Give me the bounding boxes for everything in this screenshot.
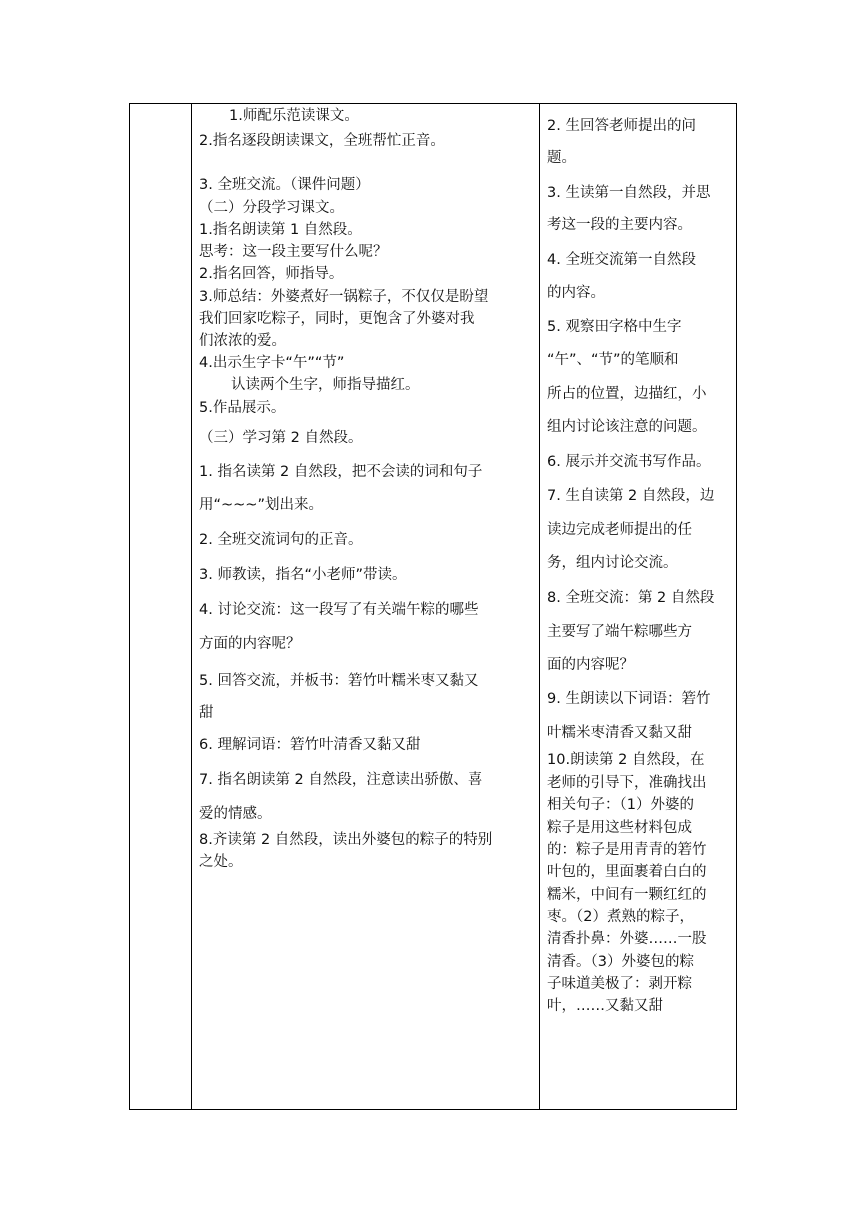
teacher-text-line: 7. 指名朗读第 2 自然段，注意读出骄傲、喜 (199, 772, 483, 788)
lesson-table (129, 103, 737, 1110)
student-text-line: 枣。（2）煮熟的粽子， (547, 909, 694, 925)
student-text-line: 的：粽子是用青青的箬竹 (547, 842, 707, 858)
student-text-line: 粽子是用这些材料包成 (547, 820, 692, 836)
student-text-line: 清香。（3）外婆包的粽 (547, 954, 694, 970)
teacher-text-line: 4. 讨论交流：这一段写了有关端午粽的哪些 (199, 602, 479, 618)
student-text-line: 相关句子：（1）外婆的 (547, 797, 694, 813)
column-divider-left (191, 104, 192, 1109)
student-text-line: 6. 展示并交流书写作品。 (547, 454, 711, 470)
student-text-line: 务，组内讨论交流。 (547, 555, 678, 571)
student-text-line: “午”、“节”的笔顺和 (547, 352, 679, 368)
student-text-line: 叶糯米枣清香又黏又甜 (547, 725, 692, 741)
student-text-line: 读边完成老师提出的任 (547, 522, 692, 538)
teacher-text-line: 5. 回答交流，并板书：箬竹叶糯米枣又黏又 (199, 673, 479, 689)
teacher-text-line: 认读两个生字，师指导描红。 (231, 377, 420, 393)
student-text-line: 8. 全班交流：第 2 自然段 (547, 590, 715, 606)
student-text-line: 清香扑鼻：外婆……一股 (547, 931, 707, 947)
student-text-line: 2. 生回答老师提出的问 (547, 118, 696, 134)
teacher-text-line: （二）分段学习课文。 (199, 200, 344, 216)
column-divider-right (539, 104, 540, 1109)
student-text-line: 5. 观察田字格中生字 (547, 319, 682, 335)
student-text-line: 题。 (547, 150, 576, 166)
student-text-line: 所占的位置，边描红，小 (547, 386, 707, 402)
teacher-text-line: 1.指名朗读第 1 自然段。 (199, 222, 362, 238)
student-text-line: 叶包的，里面裹着白白的 (547, 864, 707, 880)
teacher-text-line: 思考：这一段主要写什么呢？ (199, 244, 388, 260)
teacher-text-line: 2. 全班交流词句的正音。 (199, 532, 363, 548)
teacher-text-line: 3. 师教读，指名“小老师”带读。 (199, 567, 407, 583)
teacher-text-line: 4.出示生字卡“午”“节” (199, 355, 345, 371)
student-text-line: 7. 生自读第 2 自然段，边 (547, 488, 715, 504)
student-text-line: 9. 生朗读以下词语：箬竹 (547, 691, 711, 707)
teacher-text-line: 甜 (199, 705, 214, 721)
teacher-text-line: （三）学习第 2 自然段。 (199, 430, 363, 446)
teacher-text-line: 们浓浓的爱。 (199, 333, 286, 349)
teacher-text-line: 2.指名逐段朗读课文，全班帮忙正音。 (199, 133, 445, 149)
student-text-line: 3. 生读第一自然段，并思 (547, 185, 711, 201)
teacher-text-line: 2.指名回答，师指导。 (199, 266, 344, 282)
teacher-text-line: 3. 全班交流。（课件问题） (199, 177, 370, 193)
student-text-line: 10.朗读第 2 自然段，在 (547, 752, 705, 768)
student-text-line: 叶，……又黏又甜 (547, 998, 663, 1014)
teacher-text-line: 之处。 (199, 854, 243, 870)
teacher-text-line: 用“~~~”划出来。 (199, 497, 323, 513)
student-text-line: 面的内容呢？ (547, 657, 634, 673)
student-text-line: 考这一段的主要内容。 (547, 217, 692, 233)
student-text-line: 主要写了端午粽哪些方 (547, 624, 692, 640)
teacher-text-line: 8.齐读第 2 自然段，读出外婆包的粽子的特别 (199, 832, 493, 848)
teacher-text-line: 爱的情感。 (199, 806, 272, 822)
teacher-text-line: 5.作品展示。 (199, 400, 286, 416)
student-text-line: 老师的引导下，准确找出 (547, 775, 707, 791)
teacher-text-line: 1.师配乐范读课文。 (229, 108, 359, 124)
teacher-text-line: 1. 指名读第 2 自然段，把不会读的词和句子 (199, 464, 483, 480)
student-text-line: 的内容。 (547, 285, 605, 301)
teacher-text-line: 3.师总结：外婆煮好一锅粽子，不仅仅是盼望 (199, 289, 489, 305)
student-text-line: 4. 全班交流第一自然段 (547, 252, 696, 268)
teacher-text-line: 我们回家吃粽子，同时，更饱含了外婆对我 (199, 311, 475, 327)
student-text-line: 子味道美极了：剥开粽 (547, 976, 692, 992)
teacher-text-line: 6. 理解词语：箬竹叶清香又黏又甜 (199, 737, 421, 753)
student-text-line: 组内讨论该注意的问题。 (547, 419, 707, 435)
student-text-line: 糯米，中间有一颗红红的 (547, 887, 707, 903)
teacher-text-line: 方面的内容呢？ (199, 636, 301, 652)
